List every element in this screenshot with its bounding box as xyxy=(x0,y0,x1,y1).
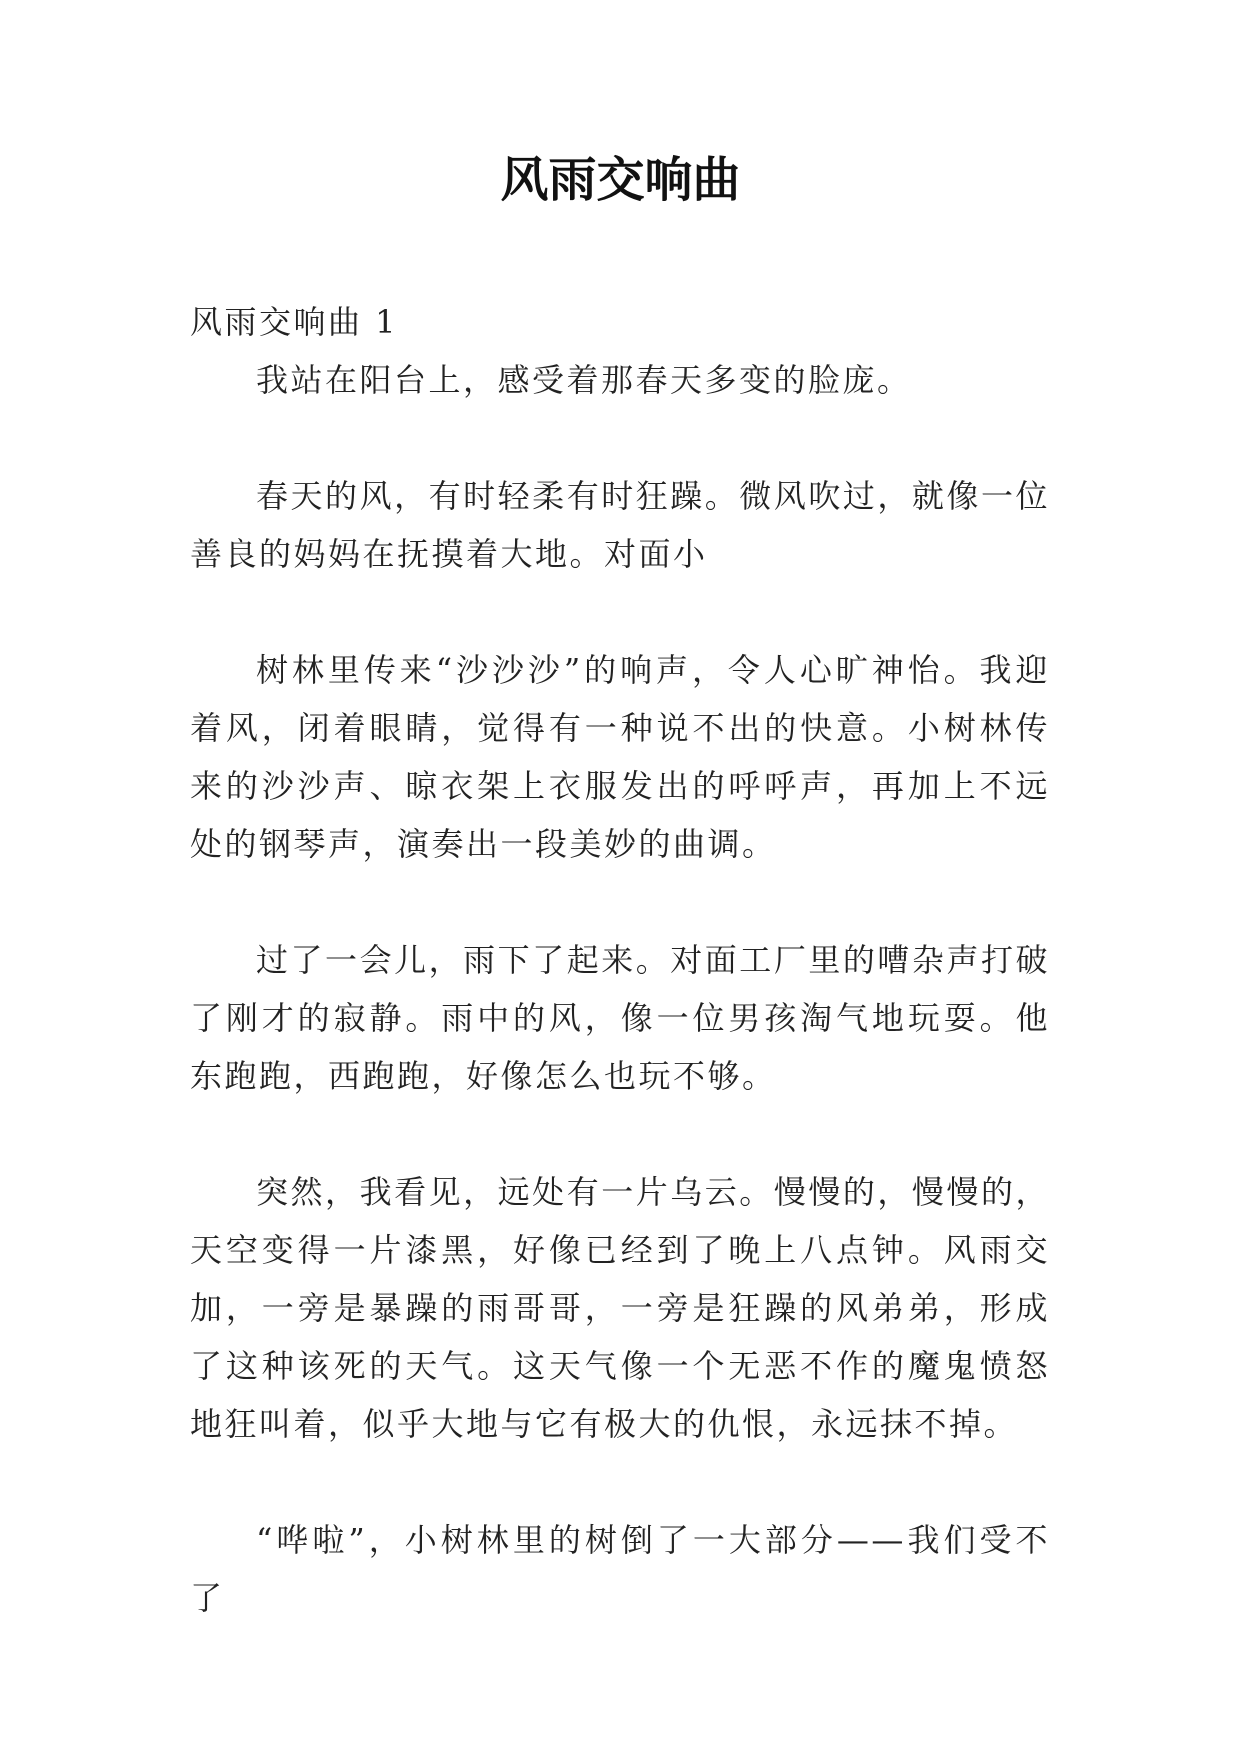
paragraph-5: 突然，我看见，远处有一片乌云。慢慢的，慢慢的，天空变得一片漆黑，好像已经到了晚上八点钟。风雨交加，一旁是暴躁的雨哥哥，一旁是狂躁的风弟弟，形成了这种该死的天气。这天气像一个无恶不作的魔鬼愤怒地狂叫着，似乎大地与它有极大的仇恨，永远抹不掉。 xyxy=(190,1173,1050,1443)
document-body xyxy=(190,293,1050,1627)
paragraph-1: 我站在阳台上，感受着那春天多变的脸庞。 xyxy=(256,361,912,399)
paragraph-4: 过了一会儿，雨下了起来。对面工厂里的嘈杂声打破了刚才的寂静。雨中的风，像一位男孩淘气地玩耍。他东跑跑，西跑跑，好像怎么也玩不够。 xyxy=(190,941,1050,1095)
paragraph-2: 春天的风，有时轻柔有时狂躁。微风吹过，就像一位善良的妈妈在抚摸着大地。对面小 xyxy=(190,477,1050,573)
paragraph-3: 树林里传来“沙沙沙”的响声，令人心旷神怡。我迎着风，闭着眼睛，觉得有一种说不出的快意。小树林传来的沙沙声、晾衣架上衣服发出的呼呼声，再加上不远处的钢琴声，演奏出一段美妙的曲调。 xyxy=(190,651,1050,863)
paragraph-6: “哗啦”，小树林里的树倒了一大部分——我们受不了 xyxy=(190,1521,1050,1617)
section-heading: 风雨交响曲 1 xyxy=(190,303,399,341)
document-title: 风雨交响曲 xyxy=(500,152,741,208)
